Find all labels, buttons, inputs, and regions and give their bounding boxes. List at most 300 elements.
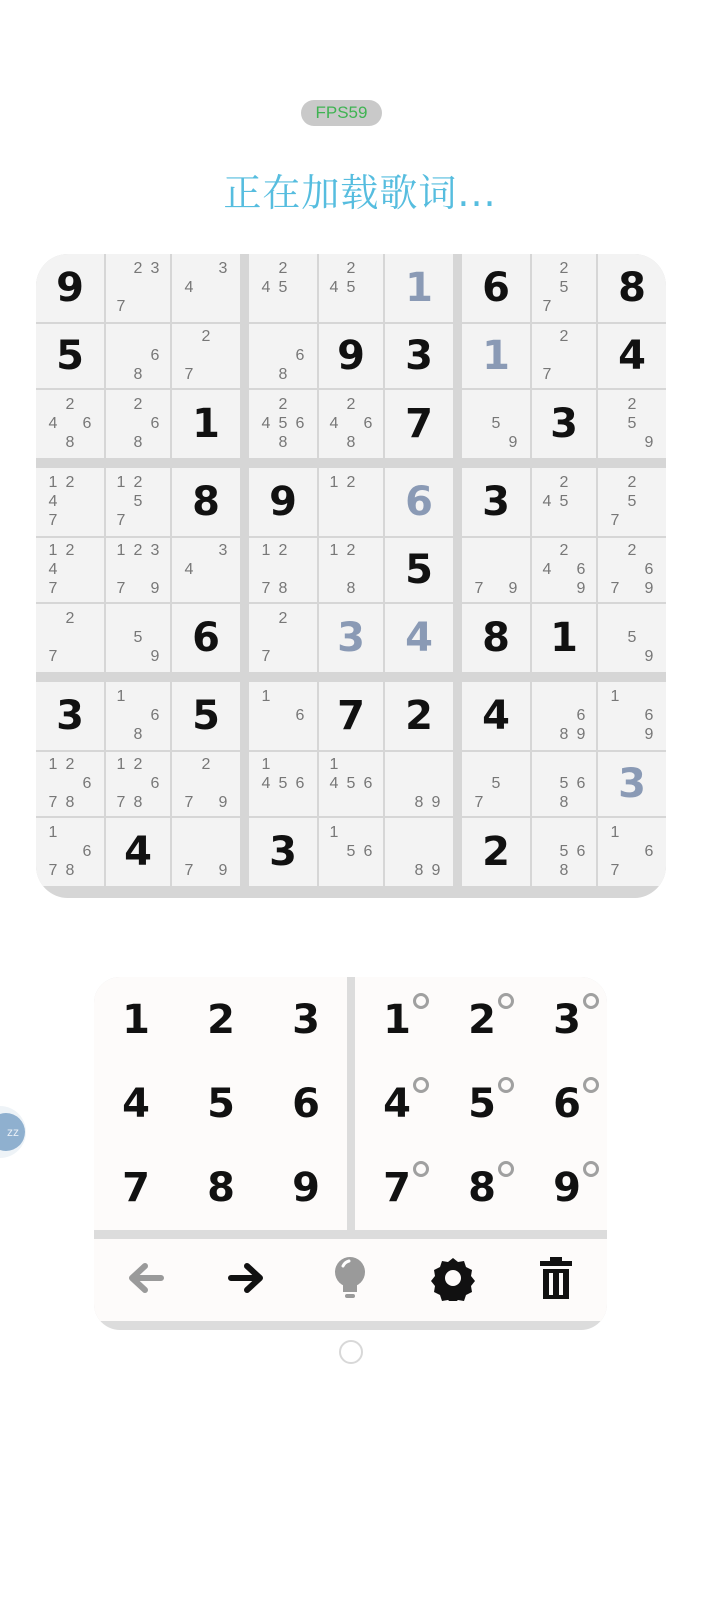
sudoku-cell[interactable] — [172, 682, 240, 750]
sudoku-cell[interactable] — [385, 324, 453, 388]
sudoku-cell[interactable] — [598, 390, 666, 458]
sudoku-cell[interactable] — [319, 324, 383, 388]
sudoku-cell[interactable] — [385, 254, 453, 322]
pencil-note: 9 — [644, 648, 654, 665]
pencil-note: 2 — [201, 328, 211, 345]
sudoku-cell[interactable] — [319, 390, 383, 458]
sudoku-cell[interactable] — [249, 254, 317, 322]
pencil-note: 2 — [65, 542, 75, 559]
number-key-9[interactable] — [266, 1148, 346, 1228]
pencil-note: 5 — [346, 843, 356, 860]
note-mode-icon — [498, 1161, 514, 1177]
sudoku-cell[interactable] — [532, 682, 596, 750]
sudoku-cell[interactable] — [319, 538, 383, 602]
arrow-left-button[interactable] — [110, 1245, 180, 1315]
pencil-note: 1 — [261, 756, 271, 773]
sudoku-cell[interactable] — [319, 752, 383, 816]
pencil-note: 2 — [559, 542, 569, 559]
sudoku-cell[interactable] — [598, 254, 666, 322]
sudoku-cell[interactable] — [172, 752, 240, 816]
pencil-note: 5 — [627, 415, 637, 432]
pencil-note: 8 — [65, 794, 75, 811]
sudoku-cell[interactable] — [462, 390, 530, 458]
pencil-note: 7 — [474, 580, 484, 597]
pencil-note: 9 — [508, 434, 518, 451]
sudoku-cell[interactable] — [249, 752, 317, 816]
given-digit: 7 — [405, 401, 433, 447]
pencil-note: 5 — [559, 775, 569, 792]
entered-digit: 1 — [482, 333, 510, 379]
pencil-note: 8 — [559, 726, 569, 743]
pencil-note: 4 — [542, 561, 552, 578]
pencil-note: 1 — [329, 756, 339, 773]
sudoku-cell[interactable] — [532, 752, 596, 816]
sudoku-cell[interactable] — [106, 752, 170, 816]
number-key-3[interactable] — [266, 980, 346, 1060]
given-digit: 4 — [618, 333, 646, 379]
sudoku-cell[interactable] — [106, 604, 170, 672]
pencil-note: 4 — [329, 775, 339, 792]
pencil-note: 7 — [48, 794, 58, 811]
sudoku-cell[interactable] — [36, 682, 104, 750]
entered-digit: 6 — [405, 479, 433, 525]
pencil-note: 2 — [133, 396, 143, 413]
pencil-note: 2 — [559, 260, 569, 277]
given-digit: 9 — [56, 265, 84, 311]
number-key-1[interactable] — [96, 980, 176, 1060]
sudoku-cell[interactable] — [319, 818, 383, 886]
sudoku-cell[interactable] — [172, 604, 240, 672]
number-key-label: 1 — [122, 997, 150, 1043]
arrow-left-icon — [121, 1254, 169, 1306]
pencil-note: 1 — [116, 474, 126, 491]
pencil-note: 3 — [218, 260, 228, 277]
pencil-note: 8 — [133, 726, 143, 743]
note-key-label: 4 — [383, 1081, 411, 1127]
number-key-4[interactable] — [96, 1064, 176, 1144]
pencil-note: 6 — [82, 415, 92, 432]
pencil-note: 9 — [576, 580, 586, 597]
note-key-7[interactable] — [357, 1148, 437, 1228]
pencil-note: 6 — [576, 843, 586, 860]
number-key-label: 5 — [207, 1081, 235, 1127]
pencil-note: 4 — [329, 415, 339, 432]
sudoku-cell[interactable] — [462, 818, 530, 886]
number-key-5[interactable] — [181, 1064, 261, 1144]
pencil-note: 2 — [278, 260, 288, 277]
pencil-note: 5 — [627, 493, 637, 510]
sudoku-cell[interactable] — [532, 604, 596, 672]
sudoku-cell[interactable] — [249, 324, 317, 388]
pencil-note: 4 — [261, 279, 271, 296]
note-key-3[interactable] — [527, 980, 607, 1060]
pencil-note: 1 — [610, 688, 620, 705]
pencil-note: 8 — [414, 794, 424, 811]
pencil-note: 2 — [559, 474, 569, 491]
gear-icon — [430, 1255, 476, 1305]
pencil-note: 2 — [65, 396, 75, 413]
given-digit: 6 — [482, 265, 510, 311]
pencil-note: 4 — [542, 493, 552, 510]
note-keypad — [355, 977, 607, 1230]
pencil-note: 7 — [184, 366, 194, 383]
pencil-note: 8 — [65, 434, 75, 451]
sudoku-cell[interactable] — [462, 604, 530, 672]
number-key-7[interactable] — [96, 1148, 176, 1228]
sudoku-cell[interactable] — [385, 682, 453, 750]
pencil-note: 7 — [261, 648, 271, 665]
pencil-note: 5 — [278, 775, 288, 792]
pencil-note: 4 — [48, 561, 58, 578]
sudoku-cell[interactable] — [249, 390, 317, 458]
pencil-note: 1 — [261, 688, 271, 705]
pencil-note: 3 — [150, 542, 160, 559]
pencil-note: 7 — [48, 512, 58, 529]
pencil-note: 7 — [542, 298, 552, 315]
trash-button[interactable] — [521, 1245, 591, 1315]
entered-digit: 3 — [337, 615, 365, 661]
pencil-note: 4 — [184, 561, 194, 578]
pencil-note: 7 — [48, 862, 58, 879]
sudoku-cell[interactable] — [106, 324, 170, 388]
pencil-note: 7 — [184, 794, 194, 811]
pencil-note: 3 — [218, 542, 228, 559]
pencil-note: 8 — [278, 366, 288, 383]
sudoku-cell[interactable] — [598, 818, 666, 886]
sudoku-cell[interactable] — [319, 682, 383, 750]
given-digit: 5 — [192, 693, 220, 739]
pencil-note: 8 — [346, 580, 356, 597]
pencil-note: 1 — [116, 542, 126, 559]
sudoku-cell[interactable] — [385, 390, 453, 458]
sudoku-cell[interactable] — [319, 468, 383, 536]
given-digit: 8 — [618, 265, 646, 311]
bubble-label: zz — [0, 1113, 25, 1151]
sudoku-cell[interactable] — [598, 604, 666, 672]
note-key-label: 8 — [468, 1165, 496, 1211]
pencil-note: 6 — [150, 415, 160, 432]
sudoku-cell[interactable] — [598, 324, 666, 388]
pencil-note: 1 — [329, 474, 339, 491]
pencil-note: 8 — [278, 434, 288, 451]
sudoku-cell[interactable] — [319, 604, 383, 672]
sudoku-cell[interactable] — [36, 254, 104, 322]
note-key-label: 6 — [553, 1081, 581, 1127]
pencil-note: 7 — [610, 580, 620, 597]
pencil-note: 1 — [610, 824, 620, 841]
pencil-note: 6 — [576, 561, 586, 578]
pencil-note: 2 — [346, 260, 356, 277]
sudoku-cell[interactable] — [462, 324, 530, 388]
note-key-4[interactable] — [357, 1064, 437, 1144]
pencil-note: 6 — [295, 707, 305, 724]
pencil-note: 6 — [150, 775, 160, 792]
pencil-note: 7 — [116, 794, 126, 811]
sudoku-board — [36, 254, 666, 898]
sudoku-cell[interactable] — [249, 468, 317, 536]
pencil-note: 2 — [133, 756, 143, 773]
number-keypad — [94, 977, 347, 1230]
arrow-right-button[interactable] — [212, 1245, 282, 1315]
sudoku-cell[interactable] — [532, 324, 596, 388]
pencil-note: 6 — [576, 707, 586, 724]
pencil-note: 9 — [644, 580, 654, 597]
note-key-8[interactable] — [442, 1148, 522, 1228]
note-key-1[interactable] — [357, 980, 437, 1060]
sudoku-cell[interactable] — [532, 254, 596, 322]
pencil-note: 6 — [644, 561, 654, 578]
number-key-label: 6 — [292, 1081, 320, 1127]
sudoku-cell[interactable] — [462, 752, 530, 816]
pencil-note: 2 — [65, 474, 75, 491]
note-mode-icon — [413, 1161, 429, 1177]
pencil-note: 5 — [559, 843, 569, 860]
given-digit: 3 — [56, 693, 84, 739]
sudoku-cell[interactable] — [106, 818, 170, 886]
pencil-note: 9 — [576, 726, 586, 743]
given-digit: 3 — [269, 829, 297, 875]
entered-digit: 4 — [405, 615, 433, 661]
pencil-note: 2 — [627, 474, 637, 491]
floating-bubble[interactable] — [0, 1106, 26, 1158]
pencil-note: 5 — [278, 415, 288, 432]
input-pad — [94, 977, 607, 1330]
number-key-2[interactable] — [181, 980, 261, 1060]
pencil-note: 8 — [65, 862, 75, 879]
pencil-note: 9 — [150, 648, 160, 665]
pencil-note: 6 — [295, 775, 305, 792]
pencil-note: 7 — [474, 794, 484, 811]
given-digit: 3 — [482, 479, 510, 525]
pencil-note: 5 — [278, 279, 288, 296]
note-key-label: 1 — [383, 997, 411, 1043]
sudoku-cell[interactable] — [106, 468, 170, 536]
pencil-note: 6 — [363, 843, 373, 860]
sudoku-cell[interactable] — [532, 390, 596, 458]
sudoku-cell[interactable] — [172, 538, 240, 602]
pencil-note: 1 — [329, 824, 339, 841]
sudoku-cell[interactable] — [532, 538, 596, 602]
sudoku-cell[interactable] — [36, 818, 104, 886]
sudoku-cell[interactable] — [462, 468, 530, 536]
given-digit: 8 — [482, 615, 510, 661]
pencil-note: 6 — [82, 843, 92, 860]
sudoku-cell[interactable] — [172, 390, 240, 458]
sudoku-cell[interactable] — [172, 254, 240, 322]
note-key-9[interactable] — [527, 1148, 607, 1228]
pencil-note: 2 — [346, 396, 356, 413]
pencil-note: 3 — [150, 260, 160, 277]
given-digit: 5 — [405, 547, 433, 593]
pencil-note: 2 — [133, 474, 143, 491]
pencil-note: 2 — [627, 396, 637, 413]
sudoku-cell[interactable] — [249, 818, 317, 886]
sudoku-cell[interactable] — [532, 818, 596, 886]
given-digit: 1 — [192, 401, 220, 447]
note-key-label: 5 — [468, 1081, 496, 1127]
pencil-note: 2 — [133, 542, 143, 559]
pencil-note: 6 — [150, 707, 160, 724]
pencil-note: 2 — [278, 542, 288, 559]
given-digit: 5 — [56, 333, 84, 379]
pencil-note: 4 — [48, 415, 58, 432]
pencil-note: 8 — [559, 794, 569, 811]
pencil-note: 5 — [559, 493, 569, 510]
given-digit: 6 — [192, 615, 220, 661]
trash-icon — [536, 1255, 576, 1305]
sudoku-cell[interactable] — [106, 390, 170, 458]
sudoku-cell[interactable] — [462, 682, 530, 750]
given-digit: 4 — [482, 693, 510, 739]
pencil-note: 4 — [184, 279, 194, 296]
entered-digit: 3 — [618, 761, 646, 807]
pencil-note: 9 — [218, 794, 228, 811]
sudoku-cell[interactable] — [462, 254, 530, 322]
sudoku-cell[interactable] — [385, 752, 453, 816]
pencil-note: 2 — [627, 542, 637, 559]
pencil-note: 7 — [542, 366, 552, 383]
pencil-note: 1 — [261, 542, 271, 559]
sudoku-cell[interactable] — [36, 752, 104, 816]
note-mode-icon — [413, 993, 429, 1009]
pencil-note: 4 — [261, 415, 271, 432]
sudoku-cell[interactable] — [598, 538, 666, 602]
pencil-note: 6 — [363, 775, 373, 792]
given-digit: 4 — [124, 829, 152, 875]
pencil-note: 8 — [133, 366, 143, 383]
drag-handle[interactable] — [339, 1340, 363, 1364]
pencil-note: 5 — [559, 279, 569, 296]
pencil-note: 2 — [559, 328, 569, 345]
given-digit: 2 — [405, 693, 433, 739]
pencil-note: 1 — [48, 756, 58, 773]
sudoku-cell[interactable] — [106, 538, 170, 602]
sudoku-cell[interactable] — [36, 538, 104, 602]
given-digit: 9 — [337, 333, 365, 379]
sudoku-cell[interactable] — [36, 468, 104, 536]
given-digit: 2 — [482, 829, 510, 875]
pencil-note: 2 — [346, 474, 356, 491]
pencil-note: 8 — [133, 434, 143, 451]
number-key-label: 7 — [122, 1165, 150, 1211]
pencil-note: 1 — [116, 756, 126, 773]
fps-counter: FPS59 — [301, 100, 382, 126]
pencil-note: 2 — [278, 396, 288, 413]
pencil-note: 8 — [133, 794, 143, 811]
pencil-note: 7 — [610, 512, 620, 529]
number-key-label: 2 — [207, 997, 235, 1043]
pencil-note: 1 — [116, 688, 126, 705]
sudoku-cell[interactable] — [462, 538, 530, 602]
pencil-note: 9 — [150, 580, 160, 597]
sudoku-cell[interactable] — [36, 390, 104, 458]
sudoku-cell[interactable] — [385, 604, 453, 672]
number-key-6[interactable] — [266, 1064, 346, 1144]
note-key-label: 7 — [383, 1165, 411, 1211]
note-key-label: 9 — [553, 1165, 581, 1211]
note-key-5[interactable] — [442, 1064, 522, 1144]
pencil-note: 6 — [295, 415, 305, 432]
given-digit: 3 — [550, 401, 578, 447]
sudoku-cell[interactable] — [172, 324, 240, 388]
sudoku-cell[interactable] — [36, 604, 104, 672]
note-key-label: 3 — [553, 997, 581, 1043]
given-digit: 8 — [192, 479, 220, 525]
note-key-6[interactable] — [527, 1064, 607, 1144]
sudoku-cell[interactable] — [106, 682, 170, 750]
sudoku-cell[interactable] — [172, 468, 240, 536]
pencil-note: 5 — [346, 279, 356, 296]
pencil-note: 7 — [261, 580, 271, 597]
pencil-note: 2 — [133, 260, 143, 277]
pencil-note: 1 — [48, 474, 58, 491]
pencil-note: 4 — [48, 493, 58, 510]
sudoku-cell[interactable] — [36, 324, 104, 388]
given-digit: 9 — [269, 479, 297, 525]
pencil-note: 7 — [48, 648, 58, 665]
note-mode-icon — [583, 1161, 599, 1177]
sudoku-cell[interactable] — [598, 682, 666, 750]
pencil-note: 7 — [116, 512, 126, 529]
pencil-note: 7 — [184, 862, 194, 879]
lyrics-text: 正在加载歌词... — [223, 171, 497, 215]
sudoku-cell[interactable] — [249, 682, 317, 750]
pencil-note: 6 — [363, 415, 373, 432]
lightbulb-icon — [328, 1254, 372, 1306]
number-key-label: 3 — [292, 997, 320, 1043]
pencil-note: 7 — [48, 580, 58, 597]
pencil-note: 8 — [278, 580, 288, 597]
sudoku-cell[interactable] — [106, 254, 170, 322]
sudoku-cell[interactable] — [532, 468, 596, 536]
note-mode-icon — [583, 993, 599, 1009]
pencil-note: 2 — [65, 610, 75, 627]
sudoku-cell[interactable] — [598, 752, 666, 816]
pencil-note: 9 — [508, 580, 518, 597]
note-key-label: 2 — [468, 997, 496, 1043]
sudoku-cell[interactable] — [249, 538, 317, 602]
lightbulb-button[interactable] — [315, 1245, 385, 1315]
number-key-label: 8 — [207, 1165, 235, 1211]
sudoku-cell[interactable] — [385, 468, 453, 536]
sudoku-cell[interactable] — [172, 818, 240, 886]
pencil-note: 5 — [627, 629, 637, 646]
arrow-right-icon — [223, 1254, 271, 1306]
sudoku-cell[interactable] — [385, 818, 453, 886]
given-digit: 3 — [405, 333, 433, 379]
pencil-note: 9 — [431, 794, 441, 811]
note-mode-icon — [583, 1077, 599, 1093]
sudoku-cell[interactable] — [385, 538, 453, 602]
pencil-note: 6 — [150, 347, 160, 364]
pencil-note: 8 — [559, 862, 569, 879]
note-mode-icon — [498, 993, 514, 1009]
number-key-8[interactable] — [181, 1148, 261, 1228]
sudoku-cell[interactable] — [319, 254, 383, 322]
note-key-2[interactable] — [442, 980, 522, 1060]
sudoku-cell[interactable] — [598, 468, 666, 536]
gear-button[interactable] — [418, 1245, 488, 1315]
pencil-note: 2 — [346, 542, 356, 559]
entered-digit: 1 — [405, 265, 433, 311]
pencil-note: 6 — [82, 775, 92, 792]
sudoku-cell[interactable] — [249, 604, 317, 672]
pencil-note: 9 — [644, 726, 654, 743]
pencil-note: 9 — [218, 862, 228, 879]
note-mode-icon — [498, 1077, 514, 1093]
pencil-note: 9 — [644, 434, 654, 451]
toolbar — [94, 1239, 607, 1321]
